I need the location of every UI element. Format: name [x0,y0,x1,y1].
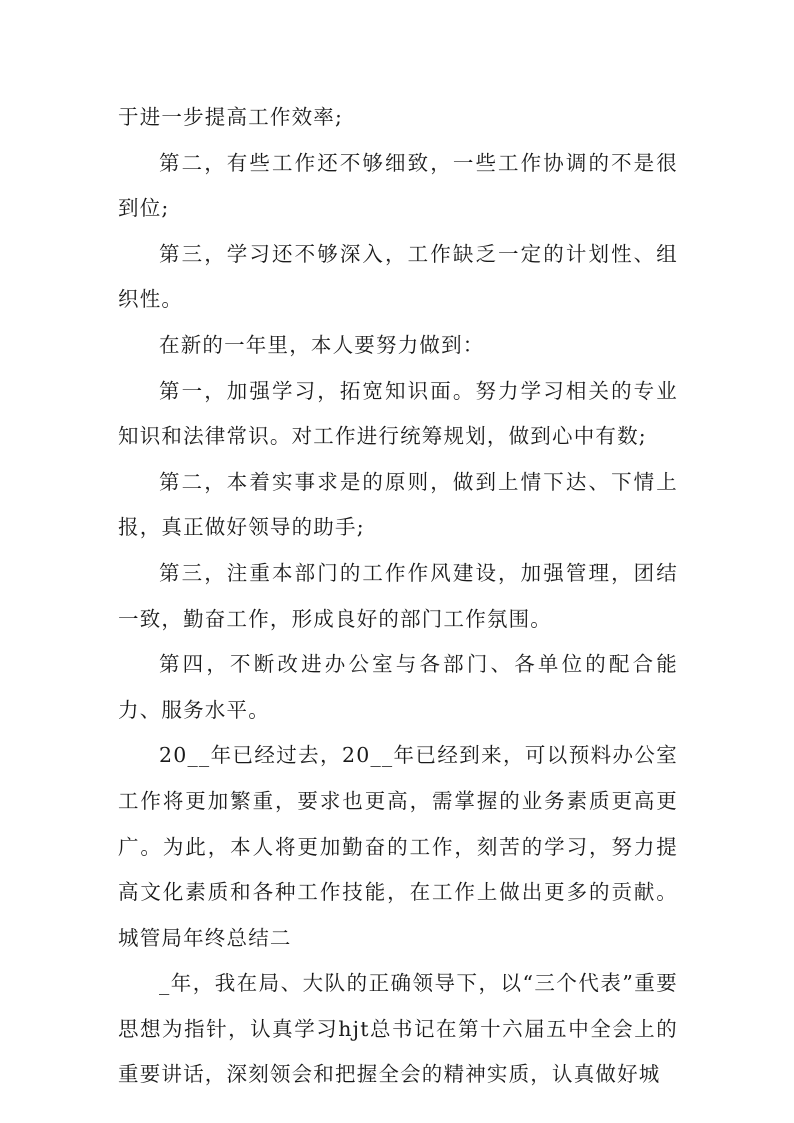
paragraph-third-issue: 第三，学习还不够深入，工作缺乏一定的计划性、组织性。 [118,241,678,312]
paragraph-goal-two: 第二，本着实事求是的原则，做到上情下达、下情上报，真正做好领导的助手; [118,469,678,540]
paragraph-goal-four: 第四，不断改进办公室与各部门、各单位的配合能力、服务水平。 [118,652,678,722]
paragraph-goal-one: 第一，加强学习，拓宽知识面。努力学习相关的专业知识和法律常识。对工作进行统筹规划，做到心中有数; [118,378,678,449]
document-body [118,95,678,1098]
paragraph-continuation: 于进一步提高工作效率; [118,105,344,129]
paragraph-outlook: 20__年已经过去，20__年已经到来，可以预料办公室工作将更加繁重，要求也更高，需掌握的业务素质更高更广。为此，本人将更加勤奋的工作，刻苦的学习，努力提高文化素质和各种工作技能，在工作上做出更多的贡献。城管局年终总结二 [118,743,678,950]
paragraph-new-year-intro: 在新的一年里，本人要努力做到： [159,332,485,357]
paragraph-summary-two-start: _年，我在局、大队的正确领导下，以“三个代表”重要思想为指针，认真学习hjt总书记在第十六届五中全会上的重要讲话，深刻领会和把握全会的精神实质，认真做好城 [118,971,678,1087]
paragraph-second-issue: 第二，有些工作还不够细致，一些工作协调的不是很到位; [118,150,678,221]
paragraph-goal-three: 第三，注重本部门的工作作风建设，加强管理，团结一致，勤奋工作，形成良好的部门工作氛围。 [118,560,678,631]
